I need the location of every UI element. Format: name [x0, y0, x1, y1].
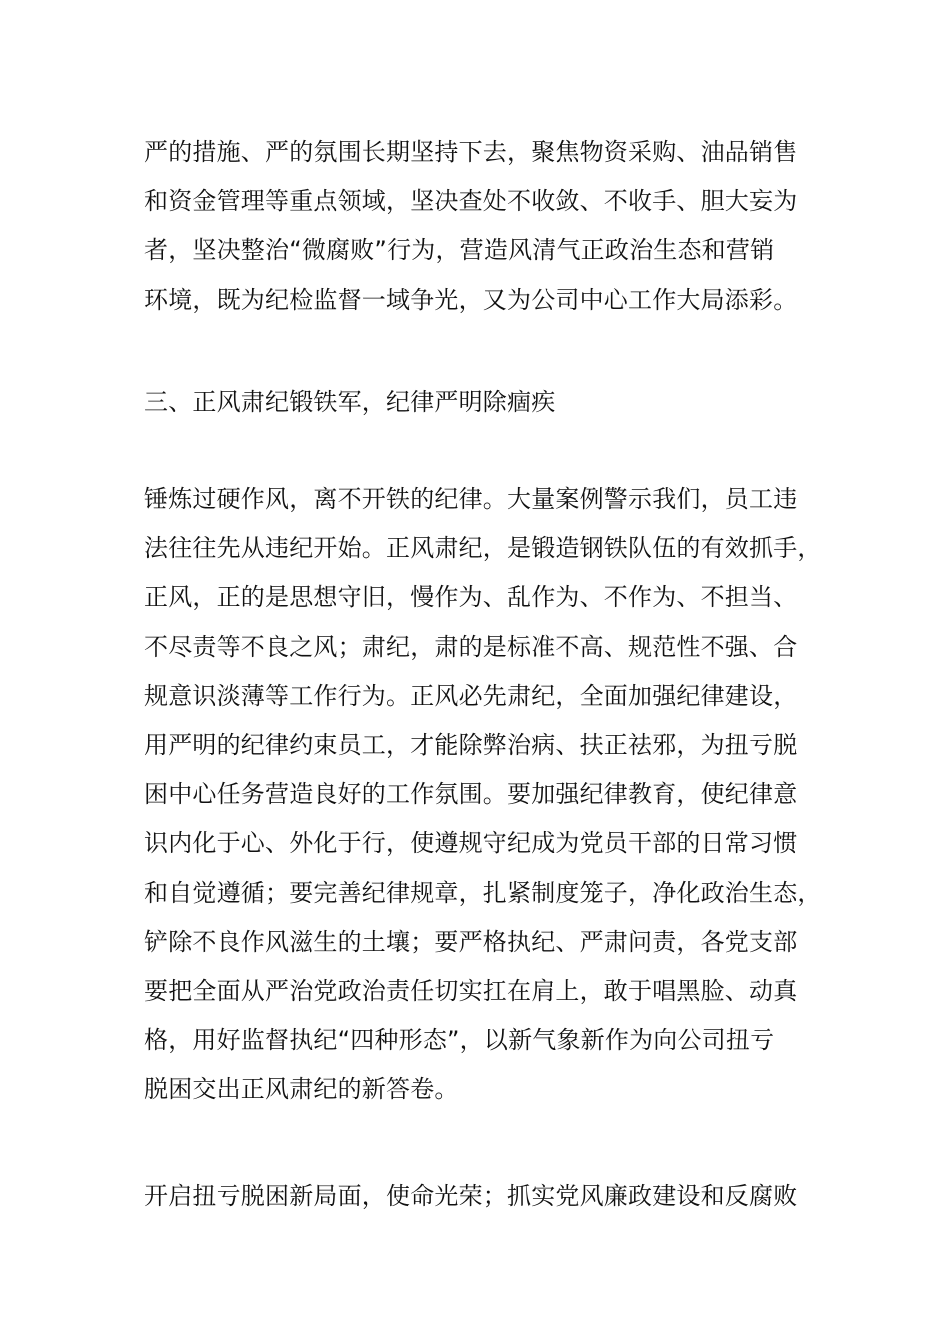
text-line: 锤炼过硬作风，离不开铁的纪律。大量案例警示我们，员工违	[144, 485, 798, 513]
text-line: 严的措施、严的氛围长期坚持下去，聚焦物资采购、油品销售	[144, 138, 798, 166]
text-line: 要把全面从严治党政治责任切实扛在肩上，敢于唱黑脸、动真	[144, 976, 798, 1005]
body-paragraph-2	[144, 475, 834, 1114]
text-line: 开启扭亏脱困新局面，使命光荣；抓实党风廉政建设和反腐败	[144, 1182, 798, 1210]
text-line: 环境，既为纪检监督一域争光，又为公司中心工作大局添彩。	[144, 285, 798, 314]
text-line: 规意识淡薄等工作行为。正风必先肃纪，全面加强纪律建设，	[144, 681, 798, 710]
text-line: 不尽责等不良之风；肃纪，肃的是标准不高、规范性不强、合	[144, 632, 798, 661]
section-heading-text: 三、正风肃纪锻铁军，纪律严明除痼疾	[144, 388, 556, 416]
section-heading	[144, 378, 834, 427]
body-paragraph-1	[144, 128, 834, 325]
text-line: 正风，正的是思想守旧，慢作为、乱作为、不作为、不担当、	[144, 583, 798, 612]
text-line: 格，用好监督执纪“四种形态”，以新气象新作为向公司扭亏	[144, 1026, 775, 1055]
text-line: 法往往先从违纪开始。正风肃纪，是锻造钢铁队伍的有效抓手，	[144, 534, 822, 563]
text-line: 用严明的纪律约束员工，才能除弊治病、扶正祛邪，为扭亏脱	[144, 730, 798, 759]
text-line: 脱困交出正风肃纪的新答卷。	[144, 1075, 459, 1104]
text-line: 铲除不良作风滋生的土壤；要严格执纪、严肃问责，各党支部	[144, 927, 798, 956]
body-paragraph-3	[144, 1172, 834, 1221]
text-line: 困中心任务营造良好的工作氛围。要加强纪律教育，使纪律意	[144, 780, 798, 809]
text-line: 者，坚决整治“微腐败”行为，营造风清气正政治生态和营销	[144, 236, 775, 265]
text-line: 识内化于心、外化于行，使遵规守纪成为党员干部的日常习惯	[144, 829, 798, 858]
text-line: 和资金管理等重点领域，坚决查处不收敛、不收手、胆大妄为	[144, 187, 798, 216]
text-line: 和自觉遵循；要完善纪律规章，扎紧制度笼子，净化政治生态，	[144, 878, 822, 907]
